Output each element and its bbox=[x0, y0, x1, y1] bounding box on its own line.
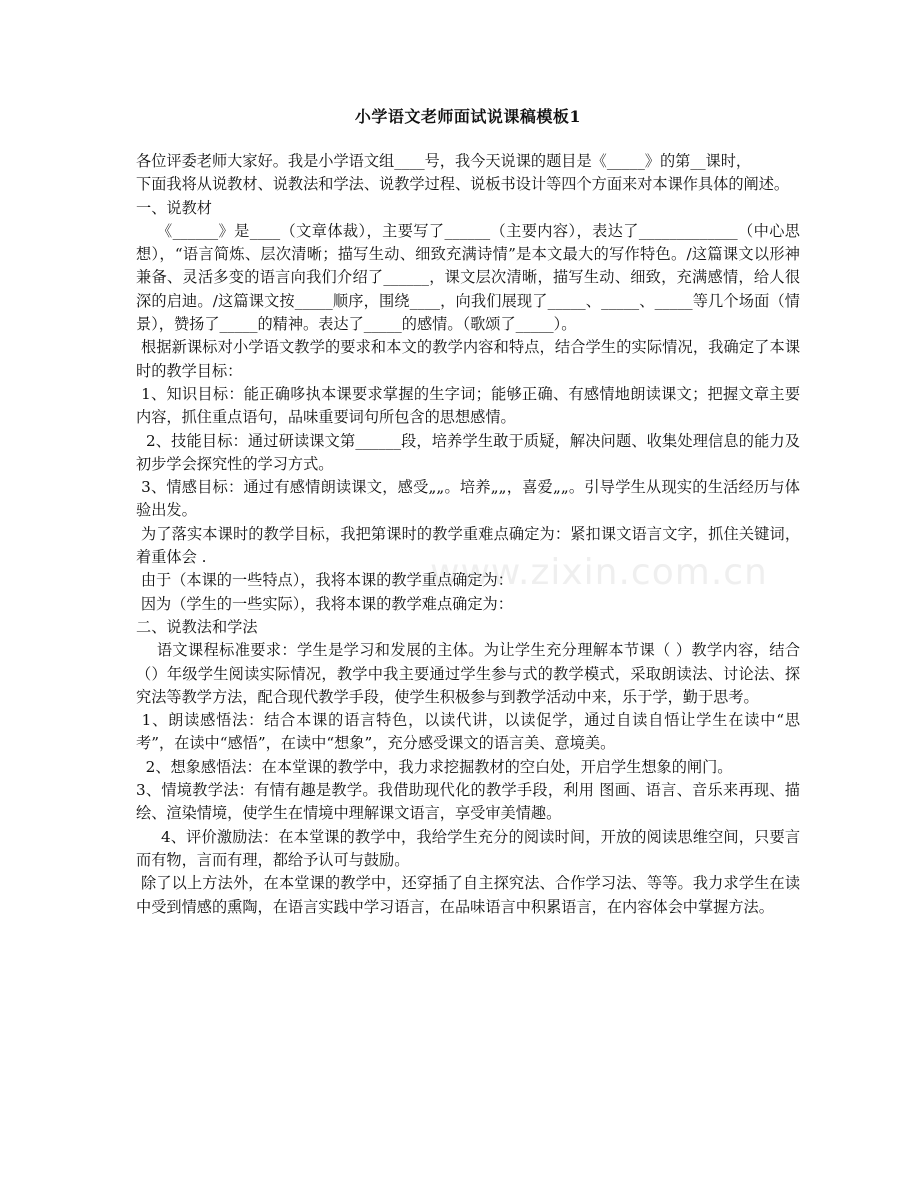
paragraph-difficulty-point: 因为（学生的一些实际），我将本课的教学难点确定为： bbox=[136, 594, 513, 613]
paragraph-textbook-intro: 《______》是____（文章体裁），主要写了______（主要内容），表达了_____________（中心思想），“语言简炼、层次清晰；描写生动、细致充满诗情”是本文最大的写作特色。/这篇课文以形神兼备、灵活多变的语言向我们介绍了______，课文层次清晰，描写生动、细致，充满感情，给人很深的启迪。/这篇课文按_____顺序，围绕____，向我们展现了_____、_____、_____等几个场面（情景），赞扬了_____的精神。表达了_____的感情。（歌颂了_____）。 bbox=[136, 221, 800, 334]
paragraph-other-methods: 除了以上方法外，在本堂课的教学中，还穿插了自主探究法、合作学习法、等等。我力求学生在读中受到情感的熏陶，在语言实践中学习语言，在品味语言中积累语言，在内容体会中掌握方法。 bbox=[136, 874, 801, 916]
document-page bbox=[136, 104, 800, 919]
watermark: www.zixin.com.cn bbox=[430, 552, 768, 593]
paragraph-emotion-goal: 3、情感目标：通过有感情朗读课文，感受„„。培养„„，喜爱„„。引导学生从现实的生活经历与体验出发。 bbox=[136, 478, 800, 520]
section-heading-methods: 二、说教法和学法 bbox=[136, 617, 258, 636]
paragraph-greeting: 各位评委老师大家好。我是小学语文组____号，我今天说课的题目是《_____》的第__课时， bbox=[136, 152, 752, 170]
paragraph-curriculum: 语文课程标准要求：学生是学习和发展的主体。为让学生充分理解本节课（ ）教学内容，结合（）年级学生阅读实际情况，教学中我主要通过学生参与式的教学模式，采取朗读法、讨论法、探究法等教学方法，配合现代教学手段，使学生积极参与到教学活动中来，乐于学，勤于思考。 bbox=[136, 641, 801, 706]
paragraph-overview: 下面我将从说教材、说教法和学法、说教学过程、说板书设计等四个方面来对本课作具体的阐述。 bbox=[136, 175, 790, 194]
paragraph-objectives-intro: 根据新课标对小学语文教学的要求和本文的教学内容和特点，结合学生的实际情况，我确定了本课时的教学目标： bbox=[136, 338, 801, 380]
paragraph-knowledge-goal: 1、知识目标：能正确哆执本课要求掌握的生字词；能够正确、有感情地朗读课文；把握文章主要内容，抓住重点语句，品味重要词句所包含的思想感情。 bbox=[136, 384, 801, 427]
paragraph-reading-method: 1、朗读感悟法：结合本课的语言特色，以读代讲，以读促学，通过自读自悟让学生在读中“思考”，在读中“感悟”，在读中“想象”，充分感受课文的语言美、意境美。 bbox=[136, 711, 801, 753]
paragraph-evaluation-method: 4、评价激励法：在本堂课的教学中，我给学生充分的阅读时间，开放的阅读思维空间，只要言而有物，言而有理，都给予认可与鼓励。 bbox=[136, 827, 801, 869]
paragraph-key-difficulty: 为了落实本课时的教学目标，我把第课时的教学重难点确定为：紧扣课文语言文字，抓住关键词，着重体会 . bbox=[136, 524, 801, 567]
paragraph-skill-goal: 2、技能目标：通过研读课文第______段，培养学生敢于质疑，解决问题、收集处理信息的能力及初步学会探究性的学习方式。 bbox=[136, 431, 800, 473]
paragraph-imagination-method: 2、想象感悟法：在本堂课的教学中，我力求挖掘教材的空白处，开启学生想象的闸门。 bbox=[136, 757, 733, 776]
paragraph-situation-method: 3、情境教学法：有情有趣是教学。我借助现代化的教学手段，利用 图画、语言、音乐来再现、描绘、渲染情境，使学生在情境中理解课文语言，享受审美情趣。 bbox=[136, 781, 800, 823]
document-title: 小学语文老师面试说课稿模板1 bbox=[354, 107, 582, 126]
paragraph-key-point: 由于（本课的一些特点），我将本课的教学重点确定为： bbox=[136, 571, 513, 590]
section-heading-textbook: 一、说教材 bbox=[136, 198, 212, 217]
